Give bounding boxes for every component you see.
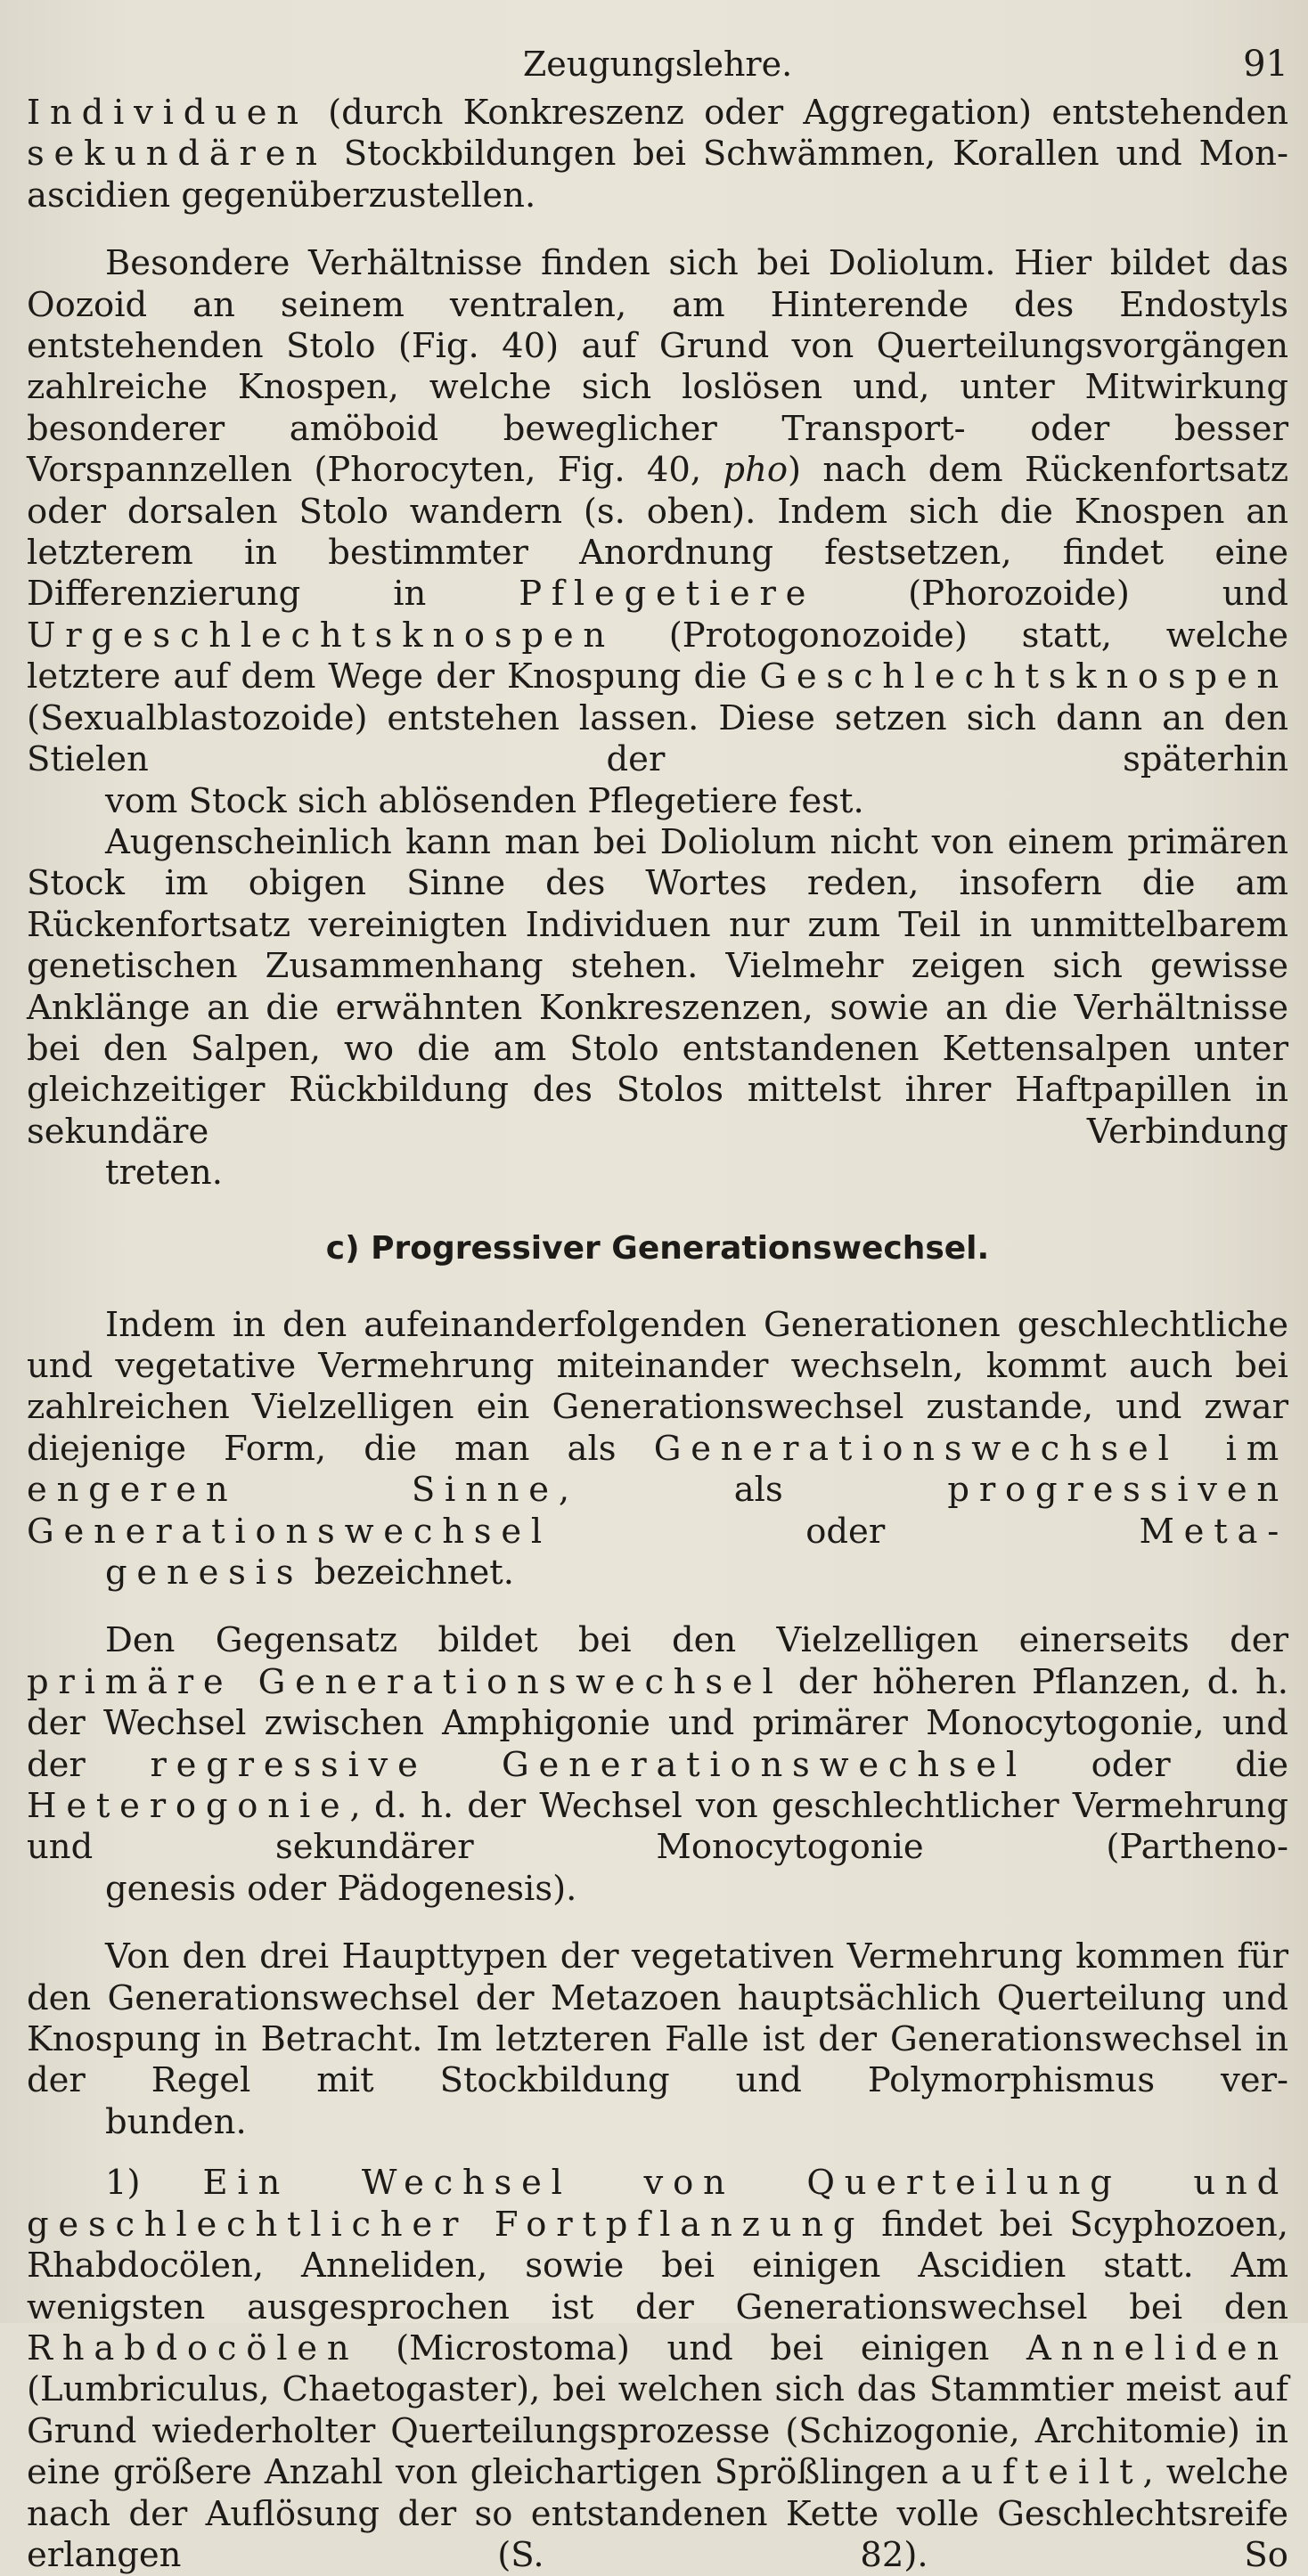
text-run: , welche nach der Auflösung der so entstandenen Kette volle Geschlechtsreife erlangen (S. 82). So [27,2452,1289,2575]
text-run: bezeichnet. [314,1553,515,1593]
running-title: Zeugungslehre. [522,45,793,84]
text-run: Stockbildungen bei Schwämmen, Korallen und Mon- [343,134,1288,175]
paragraph-doliolum [27,243,1288,822]
text-run: Besondere Verhältnisse finden sich bei Doliolum. Hier bildet das Oozoid an seinem ventralen, am Hinterende des Endostyls entstehenden Stolo (Fig. 40) auf Grund von Querteilungsvorgängen zahlreiche Knospen, welche sich loslösen und, unter Mitwirkung besonderer amöboid beweglicher Transport- oder besser Vorspannzellen (Phorocyten, Fig. 40, [27,243,1288,491]
text-run: Den Gegensatz bildet bei den Vielzelligen einerseits der [105,1620,1288,1661]
spaced-term: Urgeschlechtsknospen [27,615,615,656]
text-run-last-line: treten. [105,1153,223,1194]
text-run: (Microstoma) und bei einigen [396,2327,990,2368]
spaced-term: Rhabdocölen [27,2327,359,2368]
text-run: findet bei Scyphozoen, Rhabdocölen, Anneliden, sowie bei einigen Ascidien statt. Am wenigsten ausgesprochen ist der Generationswechsel bei den [27,2204,1288,2327]
spaced-term: Pflegetiere [519,574,816,615]
text-run: Indem in den aufeinanderfolgenden Generationen geschlechtliche und vegetative Vermehrung miteinander wechseln, kommt auch bei zahlreichen Vielzelligen ein Generationswechsel zustande, und zwar diejenige Form, die man als [27,1304,1288,1469]
text-run-last-line [27,1553,1288,1594]
spaced-term: Meta- [1139,1511,1288,1552]
paragraph-haupttypen [27,1936,1288,2143]
spaced-term: Anneliden [1026,2327,1288,2368]
running-head [27,36,1288,93]
text-run-last-line: ascidien gegenüberzustellen. [27,175,536,216]
text-run: Von den drei Haupttypen der vegetativen Vermehrung kommen für den Generationswechsel der Metazoen hauptsächlich Querteilung und Knospung in Betracht. Im letzteren Falle ist der Generationswechsel in der Regel mit Stockbildung und Polymorphismus ver- [27,1936,1288,2101]
text-run: Augenscheinlich kann man bei Doliolum nicht von einem primären Stock im obigen Sinne des Wortes reden, insofern die am Rückenfortsatz vereinigten Individuen nur zum Teil in unmittelbarem genetischen Zusammenhang stehen. Vielmehr zeigen sich gewisse Anklänge an die erwähnten Konkreszenzen, sowie an die Verhältnisse bei den Salpen, wo die am Stolo entstandenen Kettensalpen unter gleichzeitiger Rückbildung des Stolos mittelst ihrer Haftpapillen in sekundäre Verbindung [27,821,1288,1152]
spaced-term: Generationswechsel im engeren Sinne [27,1428,1288,1511]
text-run: , als [558,1470,783,1511]
paragraph-gegensatz [27,1620,1288,1910]
paragraph-doliolum-stock [27,822,1288,1194]
spaced-term: aufteilt [940,2452,1143,2493]
text-run: (Phorozoide) und [908,574,1288,615]
text-run: oder die [1091,1744,1288,1785]
paragraph-metagenesis [27,1305,1288,1594]
text-run: (Lumbriculus, Chaetogaster), bei welchen sich das Stammtier meist auf Grund wiederholter Querteilungsprozesse (Schizogonie, Architomie) in eine größere Anzahl von gleichartigen Sprößlingen [27,2369,1288,2493]
text-run: ) nach dem Rückenfortsatz oder dorsalen Stolo wandern (s. oben). Indem sich die Knospen an letzterem in bestimmter Anordnung festsetzen, findet eine Differenzierung in [27,450,1288,615]
text-run: , d. h. der Wechsel von geschlechtlicher Vermehrung und sekundärer Monocytogonie (Partheno- [27,1786,1288,1868]
spaced-term: regressive Generationswechsel [150,1744,1027,1785]
spaced-term: genesis [105,1553,304,1593]
spaced-term: sekundären [27,134,327,175]
text-run-last-line: vom Stock sich ablösenden Pflegetiere fest. [105,780,864,821]
paragraph-querteilung [27,2163,1288,2576]
spaced-term: primäre Generationswechsel [27,1661,783,1702]
body-text [27,93,1288,2576]
spaced-term: Geschlechtsknospen [759,656,1288,697]
text-run-last-line: bunden. [105,2101,247,2142]
text-run: der höheren Pflanzen, d. h. der Wechsel zwischen Amphigonie und primärer Monocytogonie, und der [27,1661,1288,1785]
list-number: 1) [105,2163,141,2204]
text-run: (durch Konkreszenz oder Aggregation) entstehenden [328,93,1288,133]
text-run-last-line: genesis oder Pädogenesis). [105,1868,577,1909]
text-run: (Sexualblastozoide) entstehen lassen. Diese setzen sich dann an den Stielen der späterhin [27,697,1288,780]
spaced-term: Individuen [27,93,308,133]
page-number: 91 [1243,44,1288,85]
text-run: oder [805,1511,886,1552]
paragraph-continuation [27,93,1288,216]
section-heading: c) Progressiver Generationswechsel. [325,1229,990,1267]
spaced-term: Ein Wechsel von Querteilung und geschlechtlicher Fortpflanzung [27,2163,1288,2245]
spaced-term: progressiven Generationswechsel [27,1470,1288,1552]
text-run: (Protogonozoide) statt, welche letztere auf dem Wege der Knospung die [27,615,1288,697]
spaced-term: Heterogonie [27,1786,350,1827]
italic-term: pho [723,450,789,491]
